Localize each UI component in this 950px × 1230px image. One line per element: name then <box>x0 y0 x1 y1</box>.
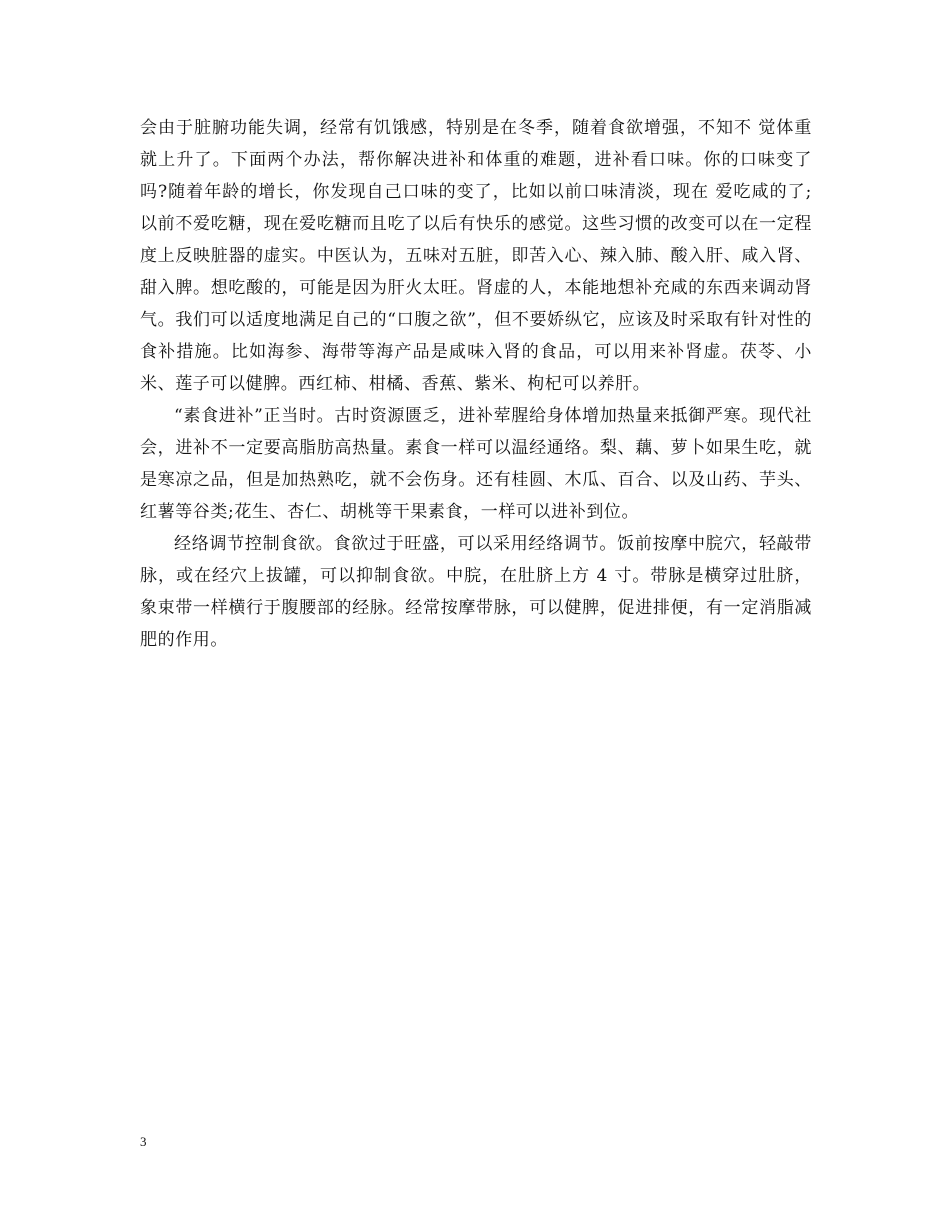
paragraph-vegetarian-tonic: “素食进补”正当时。古时资源匮乏，进补荤腥给身体增加热量来抵御严寒。现代社会，进补不一定要高脂肪高热量。素食一样可以温经通络。梨、藕、萝卜如果生吃，就是寒凉之品，但是加热熟吃，就不会伤身。还有桂圆、木瓜、百合、以及山药、芋头、红薯等谷类;花生、杏仁、胡桃等干果素食，一样可以进补到位。 <box>140 406 812 522</box>
paragraph-continued: 会由于脏腑功能失调，经常有饥饿感，特别是在冬季，随着食欲增强，不知不 觉体重就上升了。下面两个办法，帮你解决进补和体重的难题，进补看口味。你的口味变了吗?随着年龄的增长，你发现自己口味的变了，比如以前口味清淡，现在 爱吃咸的了;以前不爱吃糖，现在爱吃糖而且吃了以后有快乐的感觉。这些习惯的改变可以在一定程度上反映脏器的虚实。中医认为，五味对五脏，即苦入心、辣入肺、酸入肝、咸入肾、甜入脾。想吃酸的，可能是因为肝火太旺。肾虚的人，本能地想补充咸的东西来调动肾气。我们可以适度地满足自己的“口腹之欲”，但不要娇纵它，应该及时采取有针对性的食补措施。比如海参、海带等海产品是咸味入肾的食品，可以用来补肾虚。茯苓、小米、莲子可以健脾。西红柿、柑橘、香蕉、紫米、枸杞可以养肝。 <box>140 118 812 394</box>
document-body <box>140 112 812 656</box>
page-number: 3 <box>140 1134 147 1149</box>
paragraph-meridian-regulation: 经络调节控制食欲。食欲过于旺盛，可以采用经络调节。饭前按摩中脘穴，轻敲带脉，或在经穴上拔罐，可以抑制食欲。中脘，在肚脐上方 4 寸。带脉是横穿过肚脐，象束带一样横行于腹腰部的经脉。经常按摩带脉，可以健脾，促进排便，有一定消脂减肥的作用。 <box>140 534 812 650</box>
